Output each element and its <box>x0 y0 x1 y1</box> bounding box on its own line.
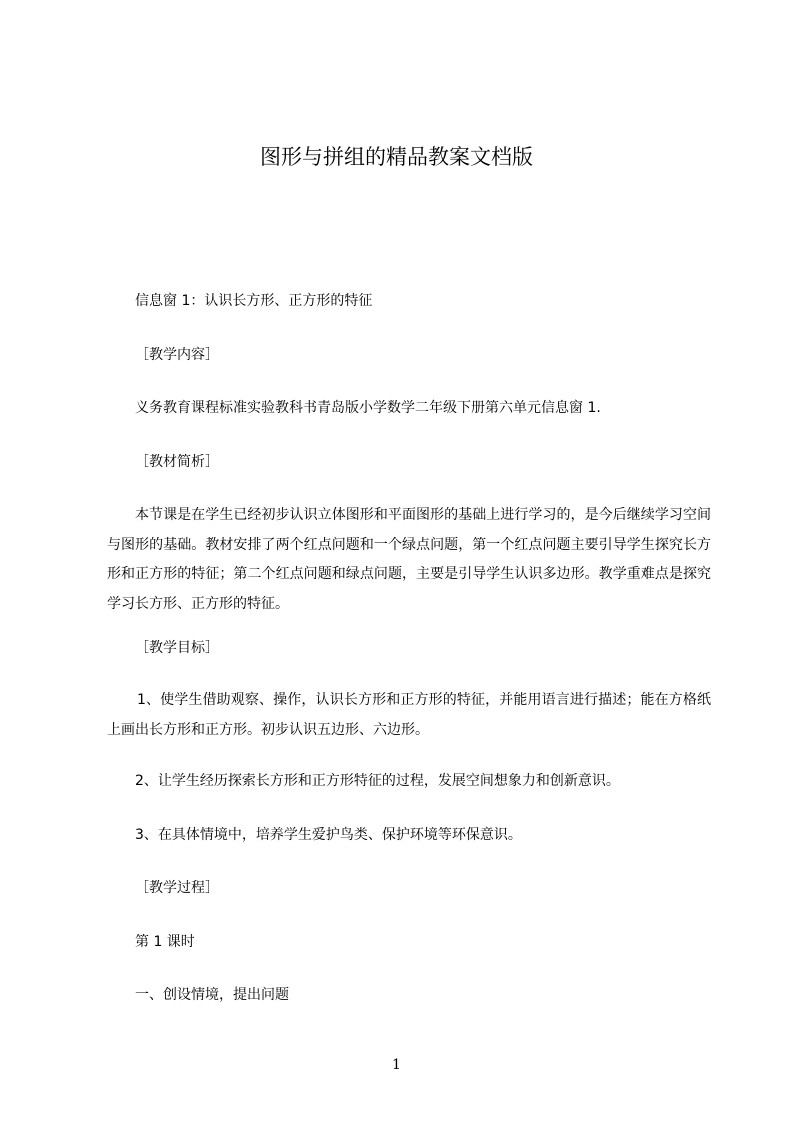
info-window-heading: 信息窗 1：认识长方形、正方形的特征 <box>135 293 373 309</box>
section-heading-goals: ［教学目标］ <box>135 640 219 656</box>
content-text: 义务教育课程标准实验教科书青岛版小学数学二年级下册第六单元信息窗 1. <box>135 400 601 416</box>
section-heading-analysis: ［教材简析］ <box>135 454 219 470</box>
analysis-paragraph: 本节课是在学生已经初步认识立体图形和平面图形的基础上进行学习的，是今后继续学习空间与图形的基础。教材安排了两个红点问题和一个绿点问题，第一个红点问题主要引导学生探究长方形和正方形的特征；第二个红点问题和绿点问题，主要是引导学生认识多边形。教学重难点是探究学习长方形、正方形的特征。 <box>107 507 711 612</box>
step-1-heading: 一、创设情境，提出问题 <box>135 987 289 1003</box>
section-heading-process: ［教学过程］ <box>135 880 219 896</box>
goal-3-text: 3、在具体情境中，培养学生爱护鸟类、保护环境等环保意识。 <box>135 827 522 843</box>
goal-1-paragraph: 1、使学生借助观察、操作，认识长方形和正方形的特征，并能用语言进行描述；能在方格纸上画出长方形和正方形。初步认识五边形、六边形。 <box>107 692 711 738</box>
page-number: 1 <box>392 1057 401 1073</box>
lesson-label: 第 1 课时 <box>135 934 195 950</box>
document-title: 图形与拼组的精品教案文档版 <box>260 145 533 169</box>
goal-2-text: 2、让学生经历探索长方形和正方形特征的过程，发展空间想象力和创新意识。 <box>135 773 620 789</box>
section-heading-content: ［教学内容］ <box>135 347 219 363</box>
